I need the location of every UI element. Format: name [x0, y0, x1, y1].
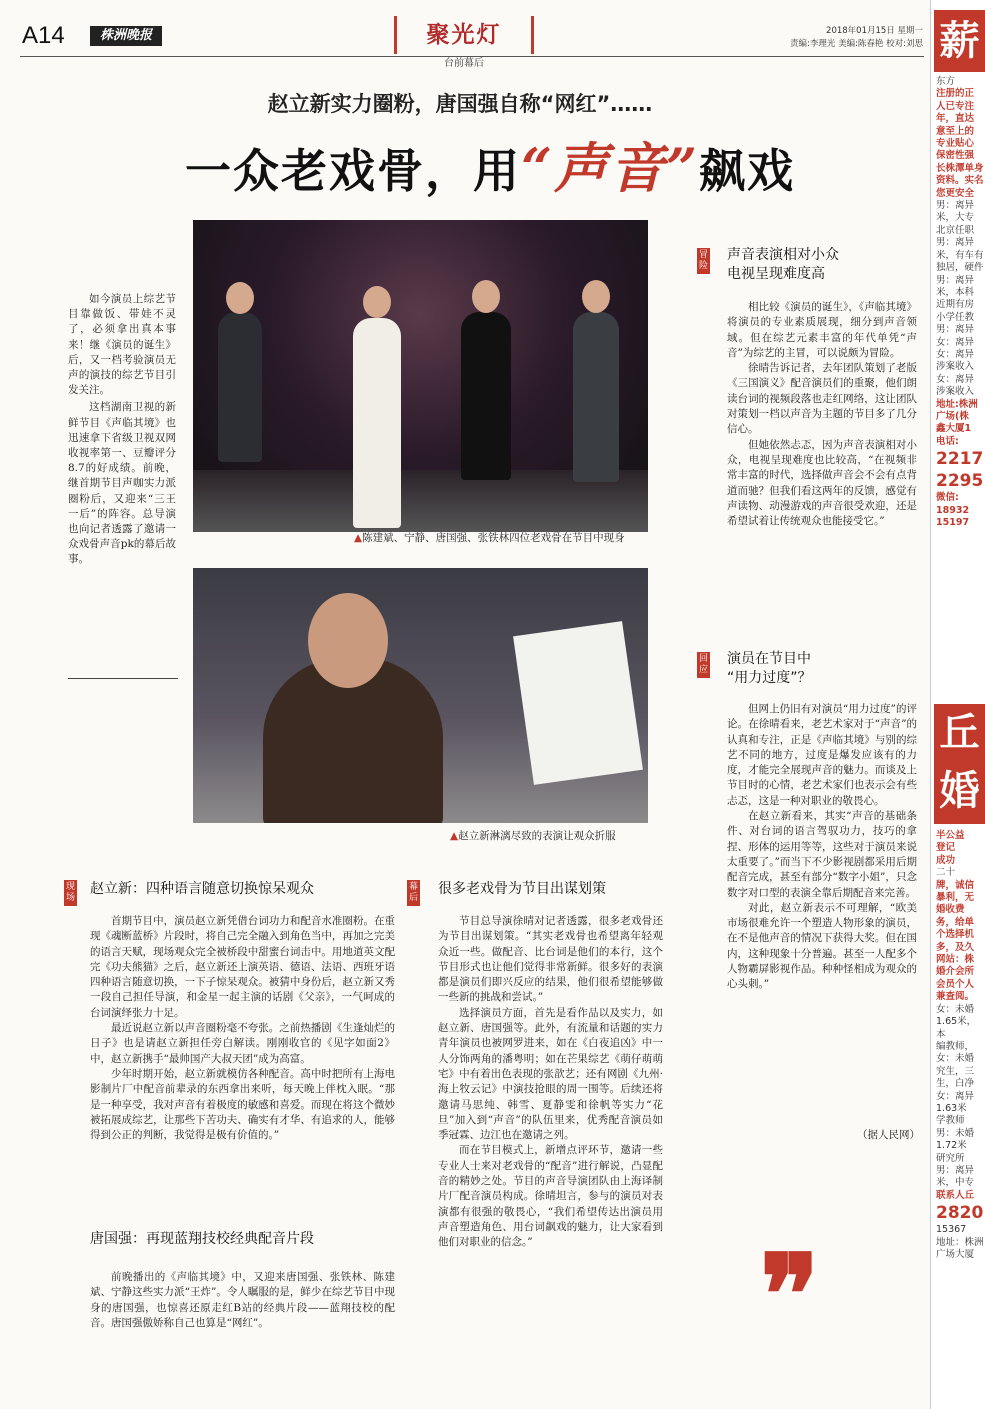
ad-line: 个选择机	[936, 929, 975, 941]
ad-wechat: 15197	[936, 517, 970, 528]
ad-line: 女：离异	[936, 1090, 975, 1102]
headline-part-2: 飙戏	[699, 144, 796, 198]
ad-line: 女：离异	[936, 336, 975, 348]
ad-line: 男：未婚	[936, 1127, 975, 1139]
section-tag-risk: 冒险	[697, 248, 710, 274]
intro-divider	[68, 678, 178, 679]
ad-line: 女：未婚	[936, 1053, 975, 1065]
paper-logo: 株洲晚报	[90, 26, 162, 46]
ad-line: 北京任职	[936, 224, 975, 236]
body-paragraph: 最近说赵立新以声音圈粉毫不夸张。之前热播剧《生逢灿烂的日子》也是请赵立新担任旁白解读。刚刚收官的《见字如面2》中，赵立新携手“最帅国产大叔天团”成为高富。	[90, 1022, 395, 1065]
page-number: A14	[22, 22, 65, 49]
intro-paragraph: 这档湖南卫视的新鲜节目《声临其境》也迅速拿下省级卫视双网收视率第一、豆瓣评分8.7的好成绩。前晚，继首期节目声咖实力派圈粉后，又迎来“三王一后”的阵容。总导演也向记者透露了邀请一众戏骨声音pk的幕后故事。	[68, 401, 176, 566]
person-figure	[461, 312, 511, 480]
ad-line: 您更安全	[936, 187, 975, 199]
ad-address: 地址:株洲	[936, 398, 978, 410]
ad-line: 男：离异	[936, 1164, 975, 1176]
ad-line: 专业贴心	[936, 138, 975, 150]
ad-phone: 2820	[936, 1203, 984, 1224]
section-title-line: 电视呈现难度高	[727, 266, 825, 282]
ad2-body	[936, 830, 985, 1261]
ad-line: 米，中专	[936, 1177, 975, 1189]
ad-line: 男：离异	[936, 200, 975, 212]
ad-line: 男：离异	[936, 237, 975, 249]
ad-line: 登记	[936, 842, 956, 854]
caption-marker-icon: ▲	[354, 532, 363, 544]
ad-line: 长株潭单身	[936, 162, 984, 174]
headline-highlight: “声音”	[520, 136, 700, 200]
ad-line: 女：离异	[936, 348, 975, 360]
section-title-tang: 唐国强：再现蓝翔技校经典配音片段	[90, 1231, 314, 1247]
ad-wechat: 18932	[936, 504, 970, 516]
ad-line: 务，给单	[936, 916, 975, 928]
person-head	[472, 280, 500, 313]
ad-line: 注册的正	[936, 88, 975, 100]
ad-line: 涉案收入	[936, 361, 975, 373]
article-intro	[68, 292, 176, 570]
ad-line: 人已专注	[936, 100, 975, 112]
section-title-risk	[727, 246, 917, 284]
article-headline	[170, 126, 810, 203]
issue-date: 2018年01月15日 星期一	[826, 26, 923, 36]
body-paragraph: 相比较《演员的诞生》，《声临其境》将演员的专业素质展现，细分到声音领域。但在综艺元素丰富的年代单凭“声音”为综艺的主冒，可以说颇为冒险。	[727, 301, 917, 359]
caption-marker-icon: ▲	[450, 830, 459, 842]
body-paragraph: 而在节目模式上，新增点评环节，邀请一些专业人士来对老戏骨的“配音”进行解说，凸显配音的精妙之处。节目的声音导演团队由上海译制片厂配音演员构成。徐晴坦言，参与的演员对表演都有很强的敬畏心，“我们希望传达出演员用声音塑造角色、用台词飙戏的魅力，让大家看到他们对职业的信念。”	[438, 1144, 663, 1249]
person-figure	[353, 318, 401, 528]
ad-line: 米，大专	[936, 212, 975, 224]
ad-address: 广场大厦	[936, 1249, 975, 1260]
section-title-backstage: 很多老戏骨为节目出谋划策	[438, 881, 606, 897]
body-paragraph: 但她依然忐忑，因为声音表演相对小众，电视呈现难度也比较高，“在视频非常丰富的时代，选择做声音会不会有点背道而驰？但我们看这两年的反馈，感觉有声读物、动漫游戏的声音很受欢迎，还是希望试着让传统观众也能接受它。”	[727, 438, 917, 528]
body-paragraph: 节目总导演徐晴对记者透露，很多老戏骨还为节目出谋划策。“其实老戏骨也希望离年轻观众近一些。做配音、比台词是他们的本行，这个节目形式也让他们觉得非常新鲜。很多好的表演都是演员们即兴反应的结果，他们很希望能够做一些新的挑战和尝试。”	[438, 915, 663, 1004]
ad-address: 地址：株洲	[936, 1236, 984, 1248]
ad-phone: 2295	[936, 471, 984, 492]
section-body-backstage	[438, 914, 663, 1251]
section-body-risk	[727, 300, 917, 529]
column-subtitle: 台前幕后	[444, 58, 484, 69]
section-body-live	[90, 914, 395, 1143]
ad-line: 意至上的	[936, 125, 975, 137]
ad-line: 婚收费	[936, 904, 965, 916]
section-title-live: 赵立新：四种语言随意切换惊呆观众	[90, 881, 314, 897]
ad-line: 近期有房	[936, 299, 975, 311]
photo2-caption	[450, 828, 650, 843]
ad-address: 广场(株	[936, 410, 969, 422]
ad-line: 1.72米	[936, 1140, 967, 1152]
person-head	[363, 286, 391, 318]
section-title-response	[727, 650, 917, 688]
ad-line: 女：未婚	[936, 1003, 975, 1015]
ad-line: 网站：株	[936, 954, 975, 966]
column-title: 聚光灯	[426, 21, 502, 48]
person-figure	[573, 312, 619, 482]
ad-line: 究生，三	[936, 1065, 975, 1077]
ad-phone: 2217	[936, 449, 984, 470]
ad-line: 1.65米，本	[936, 1016, 977, 1040]
ad-phone: 15367	[936, 1224, 967, 1236]
ad-line: 婚介会所	[936, 966, 975, 978]
article-source: （据人民网）	[857, 1129, 920, 1141]
ad-line: 涉案收入	[936, 386, 975, 398]
body-paragraph: 选择演员方面，首先是看作品以及实力，如赵立新、唐国强等。此外，有流量和话题的实力青年演员也被网罗进来，如在《白夜追凶》中一人分饰两角的潘粤明；如在芒果综艺《萌仔萌萌宅》中有着出色表现的张歆艺；还有网剧《九州·海上牧云记》中演技抢眼的周一围等。后续还将邀请马思纯、韩雪、夏静雯和徐帆等实力“花旦”加入到“声音”的队伍里来，优秀配音演员如季冠霖、边江也在邀请之列。	[438, 1006, 663, 1142]
section-title-line: 声音表演相对小众	[727, 247, 839, 263]
body-paragraph: 少年时期开始，赵立新就模仿各种配音。高中时把所有上海电影制片厂中配音前辈录的东西拿出来听，每天晚上伴枕入眠。“那是一种享受，我对声音有着极度的敏感和喜爱。而现在将这个微妙被拓展成综艺，让那些下苦功夫、确实有才华、有追求的人，能够得到公正的判断，我觉得是极有价值的。”	[90, 1067, 395, 1142]
script-paper	[513, 621, 643, 785]
ad-line: 资料。实名	[936, 175, 984, 187]
ad-line: 会员个人	[936, 978, 975, 990]
ad-phone-label: 电话:	[936, 435, 959, 447]
ad-address: 鑫大厦1	[936, 423, 972, 435]
ad-line: 独居，硬件	[936, 262, 984, 274]
person-figure	[218, 312, 262, 462]
ad-line: 联系人丘	[936, 1189, 975, 1201]
ad-line: 男：离异	[936, 324, 975, 336]
ad-line: 学教师	[936, 1115, 965, 1127]
photo1-caption-text: 陈建斌、宁静、唐国强、张铁林四位老戏骨在节目中现身	[362, 532, 625, 544]
body-paragraph: 在赵立新看来，其实“声音的基础条件、对台词的语言驾驭功力，技巧的拿捏、形体的运用等等，这些对于演员来说太重要了。”而当下不少影视剧都采用后期配音完成，甚至有部分“数字小姐”，只念数字对口型的表演全靠后期配音来完善。	[727, 810, 917, 899]
header-divider	[20, 56, 924, 57]
intro-paragraph: 如今演员上综艺节目靠做饭、带娃不灵了，必须拿出真本事来！继《演员的诞生》后，又一档考验演员无声的演技的综艺节目引发关注。	[68, 293, 176, 397]
ad-line: 半公益	[936, 830, 965, 841]
ad-line: 女：离异	[936, 373, 975, 385]
body-paragraph: 徐晴告诉记者，去年团队策划了老版《三国演义》配音演员们的重聚，他们朗读台词的视频段落也走红网络，这让团队对策划一档以声音为主题的节目多了几分信心。	[727, 362, 917, 436]
section-title-line: 演员在节目中	[727, 651, 811, 667]
section-title-line: “用力过度”？	[727, 670, 812, 686]
headline-part-1: 一众老戏骨，用	[184, 144, 521, 198]
ad-line: 编教师，	[936, 1040, 975, 1052]
ad1-heading: 薪	[934, 10, 985, 72]
ad-line: 1.63米	[936, 1102, 967, 1114]
ad-line: 男：离异	[936, 274, 975, 286]
body-paragraph: 但网上仍旧有对演员“用力过度”的评论。在徐晴看来，老艺术家对于“声音”的认真和专注，正是《声临其境》与别的综艺不同的地方，过度是爆发应该有的力度，才能完全展现声音的魅力。而谈及上节目时的心情，老艺术家们也表示会有些忐忑，这是一种对职业的敬畏心。	[727, 703, 917, 807]
ad-line: 兼查阅。	[936, 991, 975, 1003]
ad-line: 暴利，无	[936, 892, 975, 904]
section-tag-backstage: 幕后	[407, 880, 420, 906]
section-tag-live: 现场	[64, 880, 77, 906]
photo1-caption	[354, 530, 654, 545]
ad-line: 研究所	[936, 1152, 965, 1164]
body-paragraph: 对此，赵立新表示不可理解，“欧美市场很难允许一个塑造人物形象的演员，在不是他声音的情况下获得大奖。但在国内，这种现象十分普遍。甚至一人配多个人物霸屏影视作品。种种怪相成为观众的心头刺。”	[727, 901, 917, 991]
ad-line: 二十	[936, 867, 956, 879]
ad-line: 保密性强	[936, 150, 975, 162]
person-head	[582, 280, 610, 313]
ad-line: 成功	[936, 854, 956, 866]
article-subhead: 赵立新实力圈粉，唐国强自称“网红”……	[267, 92, 653, 116]
section-body-response	[727, 702, 917, 993]
ad-line: 东方	[936, 76, 956, 87]
person-head	[226, 282, 254, 314]
body-paragraph: 前晚播出的《声临其境》中，又迎来唐国强、张铁林、陈建斌、宁静这些实力派“王炸”。令人瞩服的是，鲜少在综艺节目中现身的唐国强，也惊喜还原走红B站的经典片段——蓝翔技校的配音。唐国强傲娇称自己也算是“网红”。	[90, 1271, 395, 1329]
ad2-heading: 丘婚	[934, 704, 985, 824]
photo2-caption-text: 赵立新淋漓尽致的表演让观众折服	[458, 830, 616, 842]
ad-line: 米，本科	[936, 286, 975, 298]
actor-photo	[193, 568, 648, 823]
section-tag-response: 回应	[697, 652, 710, 678]
quote-mark-icon: ❞	[760, 1230, 820, 1359]
section-body-tang	[90, 1270, 395, 1331]
editor-credits: 责编:李理光 美编:陈春艳 校对:刘思	[790, 39, 923, 49]
body-paragraph: 首期节目中，演员赵立新凭借台词功力和配音水准圈粉。在重现《魂断蓝桥》片段时，将自己完全融入到角色当中，再加之完美的语言天赋，现场观众完全被桥段中甜蜜台词击中。用地道英文配完《功夫熊猫》之后，赵立新还上演英语、德语、法语、西班牙语四种语言随意切换，一下子惊呆观众。被猜中身份后，赵立新又秀一段自己担任导演，和金星一起主演的话剧《父亲》，一气呵成的台词演绎张力十足。	[90, 915, 395, 1019]
ad-line: 年，直达	[936, 113, 975, 125]
ad-line: 小学任教	[936, 311, 975, 323]
ad-line: 米，有车有	[936, 249, 984, 261]
actor-head	[308, 593, 388, 688]
ad1-body	[936, 76, 985, 529]
stage-photo	[193, 220, 648, 532]
ad-wechat-label: 微信:	[936, 492, 959, 504]
ad-line: 多，及久	[936, 941, 975, 953]
ad-line: 牌，诚信	[936, 879, 975, 891]
ad-line: 生，白净	[936, 1078, 975, 1090]
